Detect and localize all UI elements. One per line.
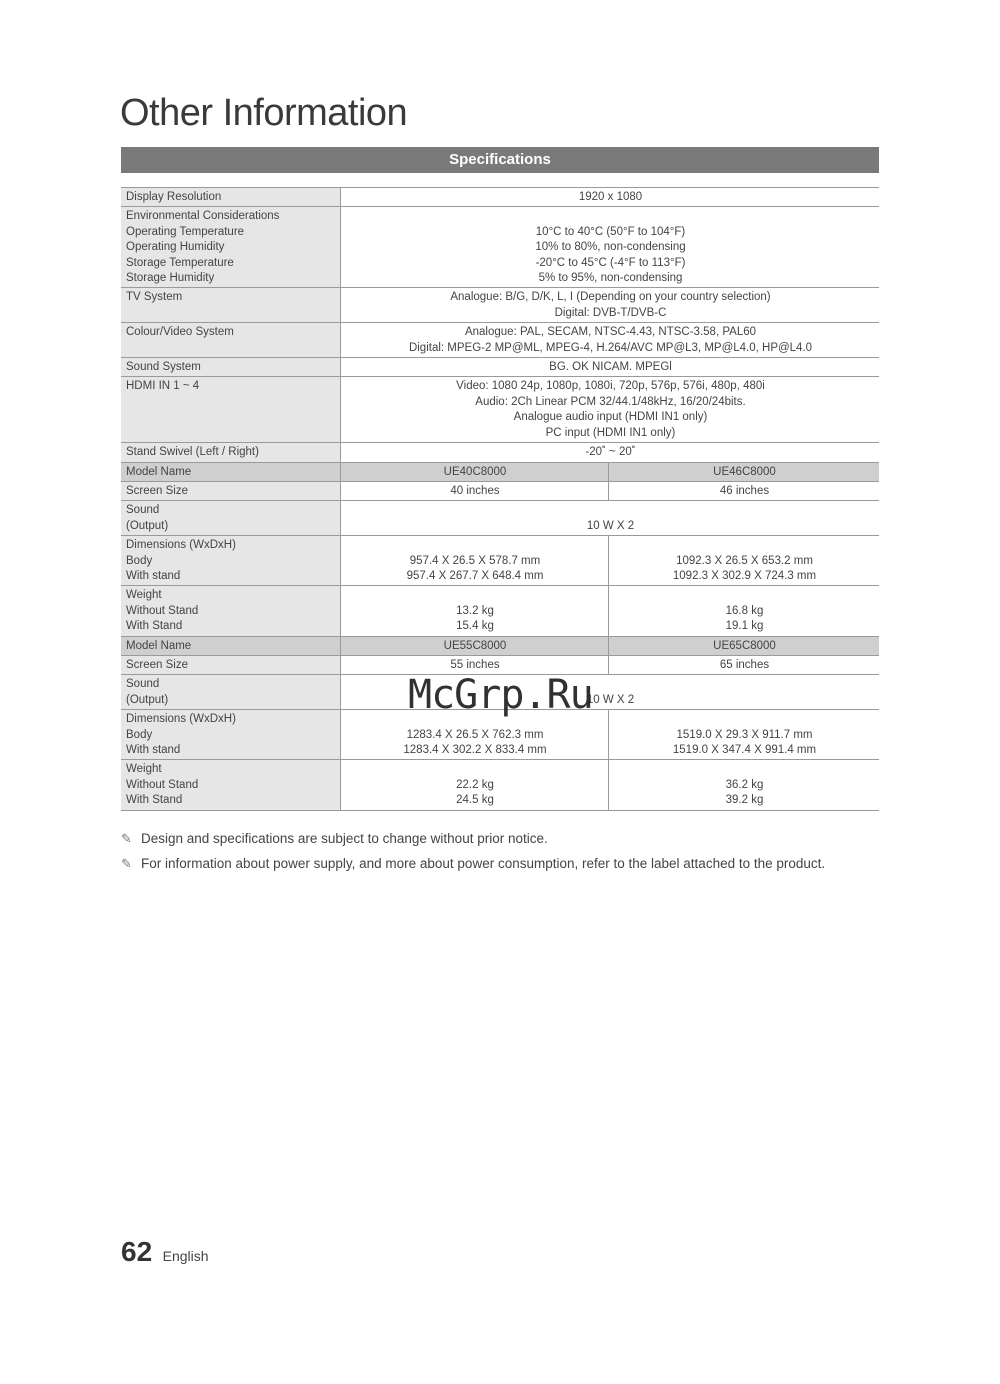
table-row [121, 188, 879, 207]
row-label: HDMI IN 1 ~ 4 [121, 377, 341, 443]
sound-output-cell: 10 W X 2 [341, 501, 880, 536]
screen-size-cell: 46 inches [609, 481, 880, 500]
section-banner: Specifications [121, 147, 879, 173]
weight-cell: 36.2 kg 39.2 kg [609, 760, 880, 810]
row-label: TV System [121, 288, 341, 323]
page-number: 62 [121, 1236, 153, 1267]
weight-cell: 16.8 kg 19.1 kg [609, 586, 880, 636]
note-item: ✎ Design and specifications are subject to change without prior notice. [121, 829, 825, 854]
table-row-model-name [121, 636, 879, 655]
table-row [121, 760, 879, 810]
pencil-icon: ✎ [121, 831, 132, 846]
row-label: Display Resolution [121, 188, 341, 207]
table-row [121, 481, 879, 500]
notes [121, 829, 825, 879]
row-value: Analogue: PAL, SECAM, NTSC-4.43, NTSC-3.58, PAL60 Digital: MPEG-2 MP@ML, MPEG-4, H.264/AVC MP@L3, MP@L4.0, HP@L4.0 [341, 323, 880, 358]
table-row [121, 288, 879, 323]
row-label: Sound (Output) [121, 675, 341, 710]
screen-size-cell: 55 inches [341, 655, 609, 674]
row-label: Screen Size [121, 655, 341, 674]
note-item: ✎ For information about power supply, and more about power consumption, refer to the label attached to the product. [121, 854, 825, 879]
row-label: Sound (Output) [121, 501, 341, 536]
row-value: 10°C to 40°C (50°F to 104°F) 10% to 80%, non-condensing -20°C to 45°C (-4°F to 113°F) 5% to 95%, non-condensing [341, 207, 880, 288]
row-value: BG. OK NICAM. MPEGl [341, 358, 880, 377]
table-row [121, 501, 879, 536]
row-label: Dimensions (WxDxH) Body With stand [121, 536, 341, 586]
screen-size-cell: 65 inches [609, 655, 880, 674]
model-name-cell: UE55C8000 [341, 636, 609, 655]
table-row [121, 323, 879, 358]
model-name-cell: UE65C8000 [609, 636, 880, 655]
dimensions-cell: 1092.3 X 26.5 X 653.2 mm 1092.3 X 302.9 X 724.3 mm [609, 536, 880, 586]
row-value: -20˚ ~ 20˚ [341, 443, 880, 462]
row-label: Environmental Considerations Operating Temperature Operating Humidity Storage Temperature Storage Humidity [121, 207, 341, 288]
row-label: Weight Without Stand With Stand [121, 760, 341, 810]
page-language: English [162, 1248, 209, 1264]
row-value: 1920 x 1080 [341, 188, 880, 207]
row-label: Screen Size [121, 481, 341, 500]
watermark: McGrp.Ru [408, 672, 593, 718]
row-label: Dimensions (WxDxH) Body With stand [121, 710, 341, 760]
row-value: Video: 1080 24p, 1080p, 1080i, 720p, 576p, 576i, 480p, 480i Audio: 2Ch Linear PCM 32/44.1/48kHz, 16/20/24bits. Analogue audio input (HDMI IN1 only) PC input (HDMI IN1 only) [341, 377, 880, 443]
model-name-cell: UE40C8000 [341, 462, 609, 481]
row-label: Model Name [121, 462, 341, 481]
screen-size-cell: 40 inches [341, 481, 609, 500]
row-label: Stand Swivel (Left / Right) [121, 443, 341, 462]
sound-output-cell: 10 W X 2 [341, 675, 880, 710]
dimensions-cell: 1283.4 X 26.5 X 762.3 mm 1283.4 X 302.2 X 833.4 mm [341, 710, 609, 760]
model-name-cell: UE46C8000 [609, 462, 880, 481]
pencil-icon: ✎ [121, 856, 132, 871]
page-footer [121, 1236, 209, 1268]
weight-cell: 22.2 kg 24.5 kg [341, 760, 609, 810]
row-label: Weight Without Stand With Stand [121, 586, 341, 636]
table-row [121, 536, 879, 586]
table-row [121, 358, 879, 377]
row-value: Analogue: B/G, D/K, L, I (Depending on your country selection) Digital: DVB-T/DVB-C [341, 288, 880, 323]
table-row [121, 207, 879, 288]
page-title: Other Information [120, 92, 408, 134]
table-row [121, 377, 879, 443]
dimensions-cell: 1519.0 X 29.3 X 911.7 mm 1519.0 X 347.4 X 991.4 mm [609, 710, 880, 760]
row-label: Sound System [121, 358, 341, 377]
dimensions-cell: 957.4 X 26.5 X 578.7 mm 957.4 X 267.7 X 648.4 mm [341, 536, 609, 586]
table-row-model-name [121, 462, 879, 481]
row-label: Model Name [121, 636, 341, 655]
table-row [121, 586, 879, 636]
weight-cell: 13.2 kg 15.4 kg [341, 586, 609, 636]
row-label: Colour/Video System [121, 323, 341, 358]
table-row [121, 443, 879, 462]
